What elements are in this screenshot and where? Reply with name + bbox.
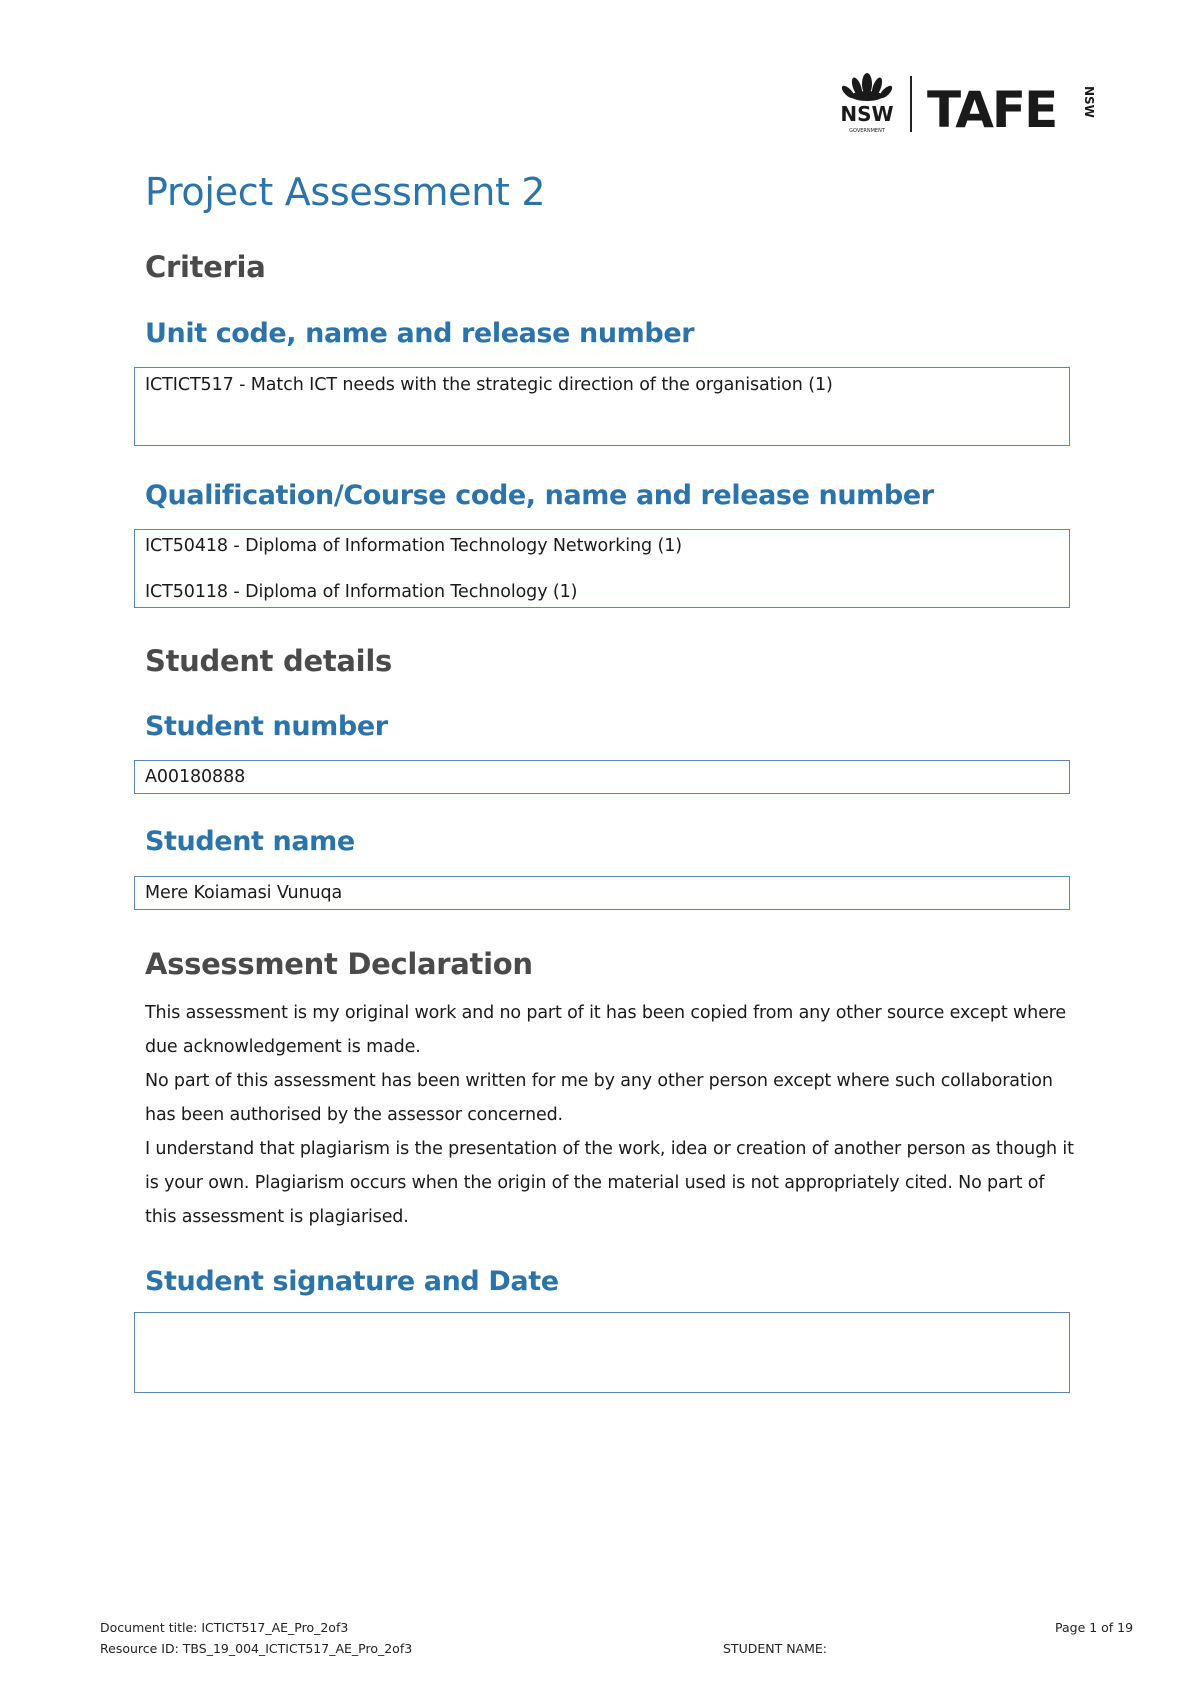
nsw-government-logo (835, 68, 899, 136)
header-logos (835, 68, 1095, 138)
qualification-field[interactable] (134, 529, 1070, 608)
tafe-nsw-logo (927, 82, 1097, 132)
criteria-heading: Criteria (145, 250, 266, 284)
declaration-paragraph: This assessment is my original work and no part of it has been copied from any other source except where due acknowledgement is made. (145, 1003, 1067, 1057)
student-number-value: A00180888 (145, 767, 246, 787)
unit-field[interactable] (134, 367, 1070, 446)
qualification-item: ICT50118 - Diploma of Information Technology (1) (145, 582, 578, 602)
logo-divider (910, 76, 912, 132)
nsw-logo-subtext: GOVERNMENT (849, 128, 885, 134)
footer-student-name-label: STUDENT NAME: (723, 1641, 827, 1656)
footer-document-title: Document title: ICTICT517_AE_Pro_2of3 (100, 1620, 349, 1635)
student-name-heading: Student name (145, 826, 355, 857)
declaration-heading: Assessment Declaration (145, 947, 533, 981)
unit-value: ICTICT517 - Match ICT needs with the strategic direction of the organisation (1) (145, 375, 833, 395)
student-name-field[interactable] (134, 876, 1070, 910)
student-details-heading: Student details (145, 644, 392, 678)
nsw-logo-text: NSW (840, 102, 894, 126)
declaration-paragraph: No part of this assessment has been written for me by any other person except where such collaboration has been authorised by the assessor concerned. (145, 1071, 1053, 1125)
tafe-logo-suffix: NSW (1082, 86, 1096, 118)
student-number-field[interactable] (134, 760, 1070, 794)
declaration-paragraph: I understand that plagiarism is the presentation of the work, idea or creation of another person as though it is your own. Plagiarism occurs when the origin of the material used is not appropriately cited. No part of this assessment is plagiarised. (145, 1139, 1074, 1227)
signature-heading: Student signature and Date (145, 1266, 559, 1297)
footer-page-number: Page 1 of 19 (1055, 1620, 1134, 1635)
student-number-heading: Student number (145, 711, 388, 742)
declaration-text (145, 996, 1075, 1234)
footer-resource-id: Resource ID: TBS_19_004_ICTICT517_AE_Pro_2of3 (100, 1641, 413, 1656)
signature-field[interactable] (134, 1312, 1070, 1393)
qualification-item: ICT50418 - Diploma of Information Technology Networking (1) (145, 536, 682, 556)
qualification-heading: Qualification/Course code, name and release number (145, 480, 934, 511)
student-name-value: Mere Koiamasi Vunuqa (145, 883, 343, 903)
tafe-logo-text: TAFE (927, 82, 1057, 132)
page-title: Project Assessment 2 (145, 170, 546, 214)
unit-heading: Unit code, name and release number (145, 318, 695, 349)
